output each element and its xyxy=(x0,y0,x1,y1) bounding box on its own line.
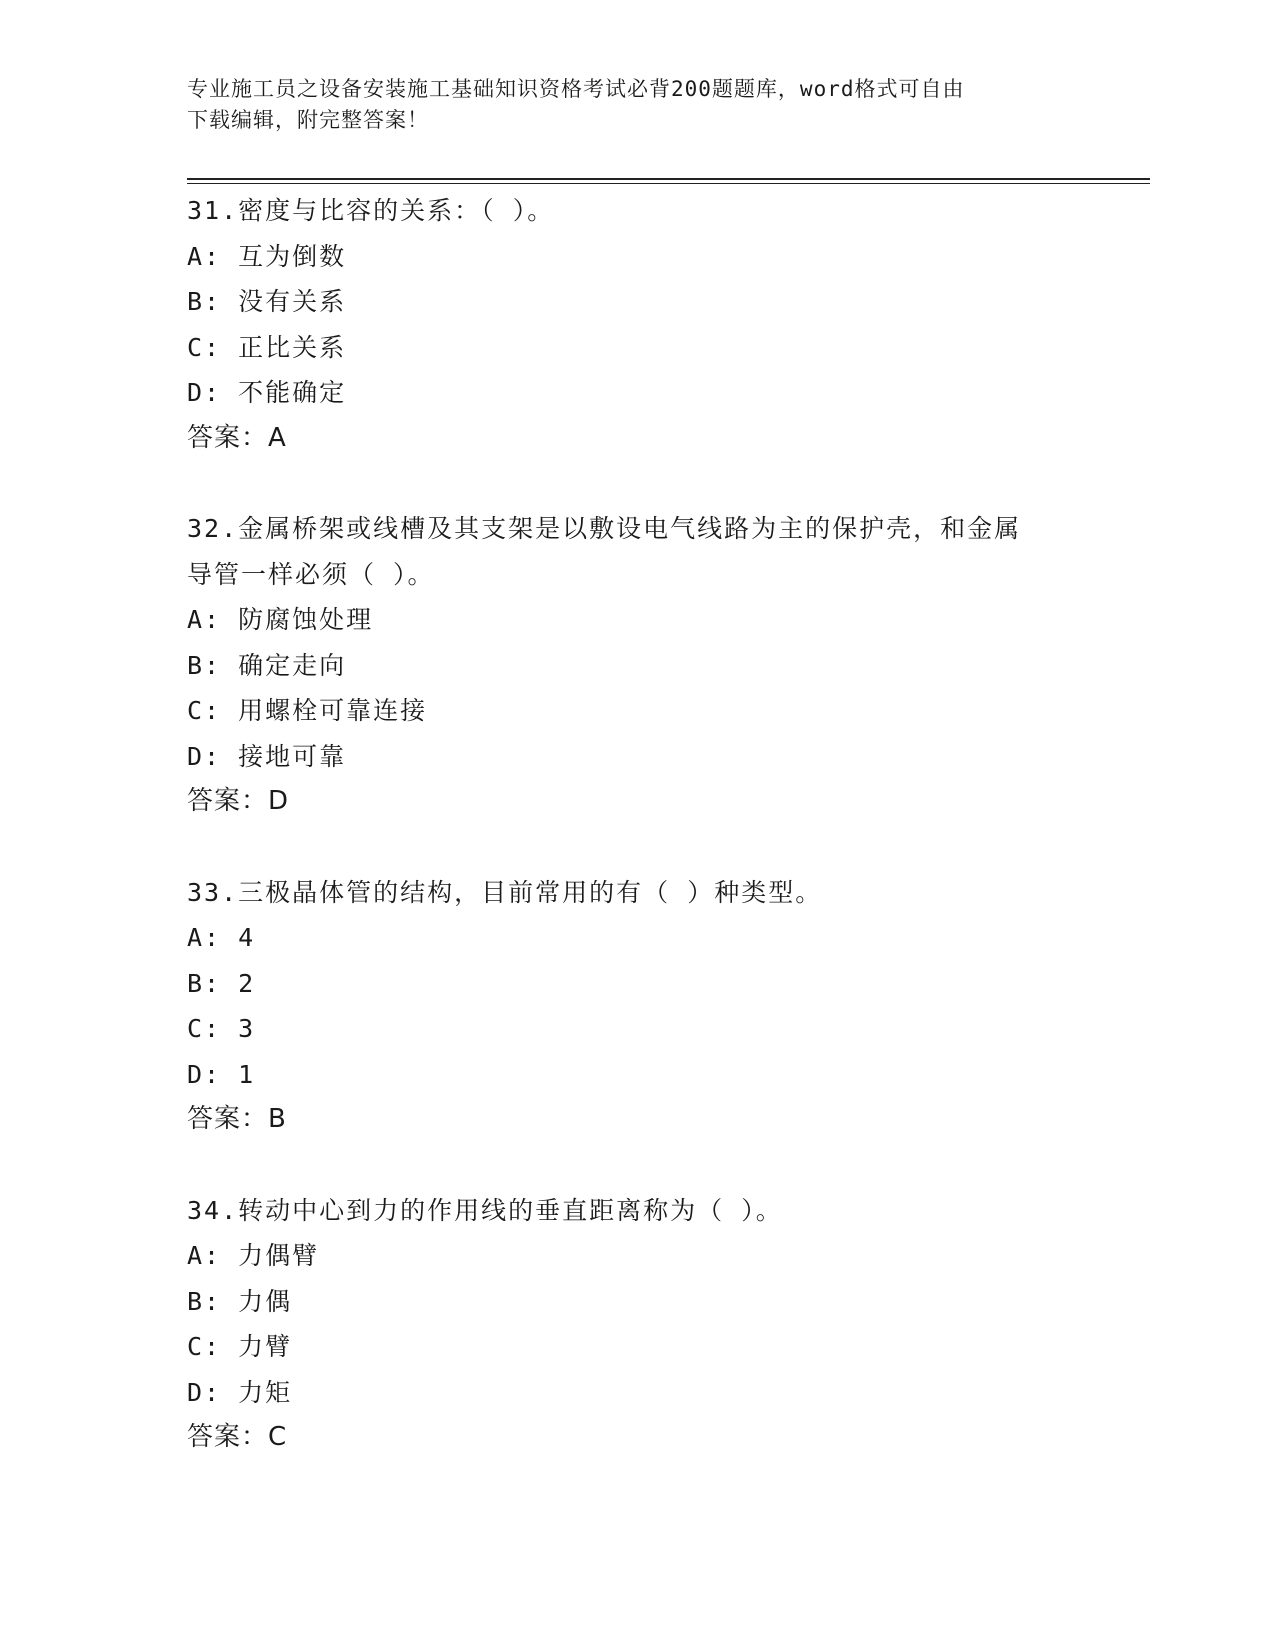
option-b: B: 确定走向 xyxy=(187,650,347,680)
answer-line: 答案：B xyxy=(187,1104,287,1134)
option-a: A: 4 xyxy=(187,923,256,952)
header-divider-thin xyxy=(187,183,1150,184)
option-b: B: 没有关系 xyxy=(187,287,347,316)
option-d: D: 力矩 xyxy=(187,1377,293,1407)
option-b: B: 力偶 xyxy=(187,1286,293,1316)
question-block xyxy=(187,188,1087,461)
question-stem-continued: 导管一样必须（ ）。 xyxy=(187,559,435,589)
option-b: B: 2 xyxy=(187,968,256,998)
option-c: C: 正比关系 xyxy=(187,332,347,362)
header-line-1: 专业施工员之设备安装施工基础知识资格考试必背200题题库，word格式可自由 xyxy=(187,77,965,101)
question-stem: 32.金属桥架或线槽及其支架是以敷设电气线路为主的保护壳，和金属 xyxy=(187,514,1022,543)
question-stem: 34.转动中心到力的作用线的垂直距离称为（ ）。 xyxy=(187,1195,783,1225)
document-header xyxy=(187,74,1087,136)
option-c: C: 3 xyxy=(187,1014,256,1043)
answer-line: 答案：A xyxy=(187,422,287,453)
answer-line: 答案：C xyxy=(187,1422,288,1452)
answer-line: 答案：D xyxy=(187,786,290,816)
option-d: D: 接地可靠 xyxy=(187,741,347,771)
question-list xyxy=(187,188,1087,1506)
question-block xyxy=(187,506,1087,825)
question-stem: 33.三极晶体管的结构，目前常用的有（ ）种类型。 xyxy=(187,877,823,907)
question-block xyxy=(187,1188,1087,1461)
option-a: A: 防腐蚀处理 xyxy=(187,605,374,634)
option-a: A: 互为倒数 xyxy=(187,241,347,271)
option-a: A: 力偶臂 xyxy=(187,1241,320,1270)
option-d: D: 1 xyxy=(187,1059,256,1089)
option-c: C: 用螺栓可靠连接 xyxy=(187,696,428,725)
option-d: D: 不能确定 xyxy=(187,378,347,407)
header-line-2: 下载编辑，附完整答案！ xyxy=(187,108,429,132)
option-c: C: 力臂 xyxy=(187,1332,293,1361)
header-divider-thick xyxy=(187,178,1150,180)
question-stem: 31.密度与比容的关系：（ ）。 xyxy=(187,196,555,225)
question-block xyxy=(187,870,1087,1143)
